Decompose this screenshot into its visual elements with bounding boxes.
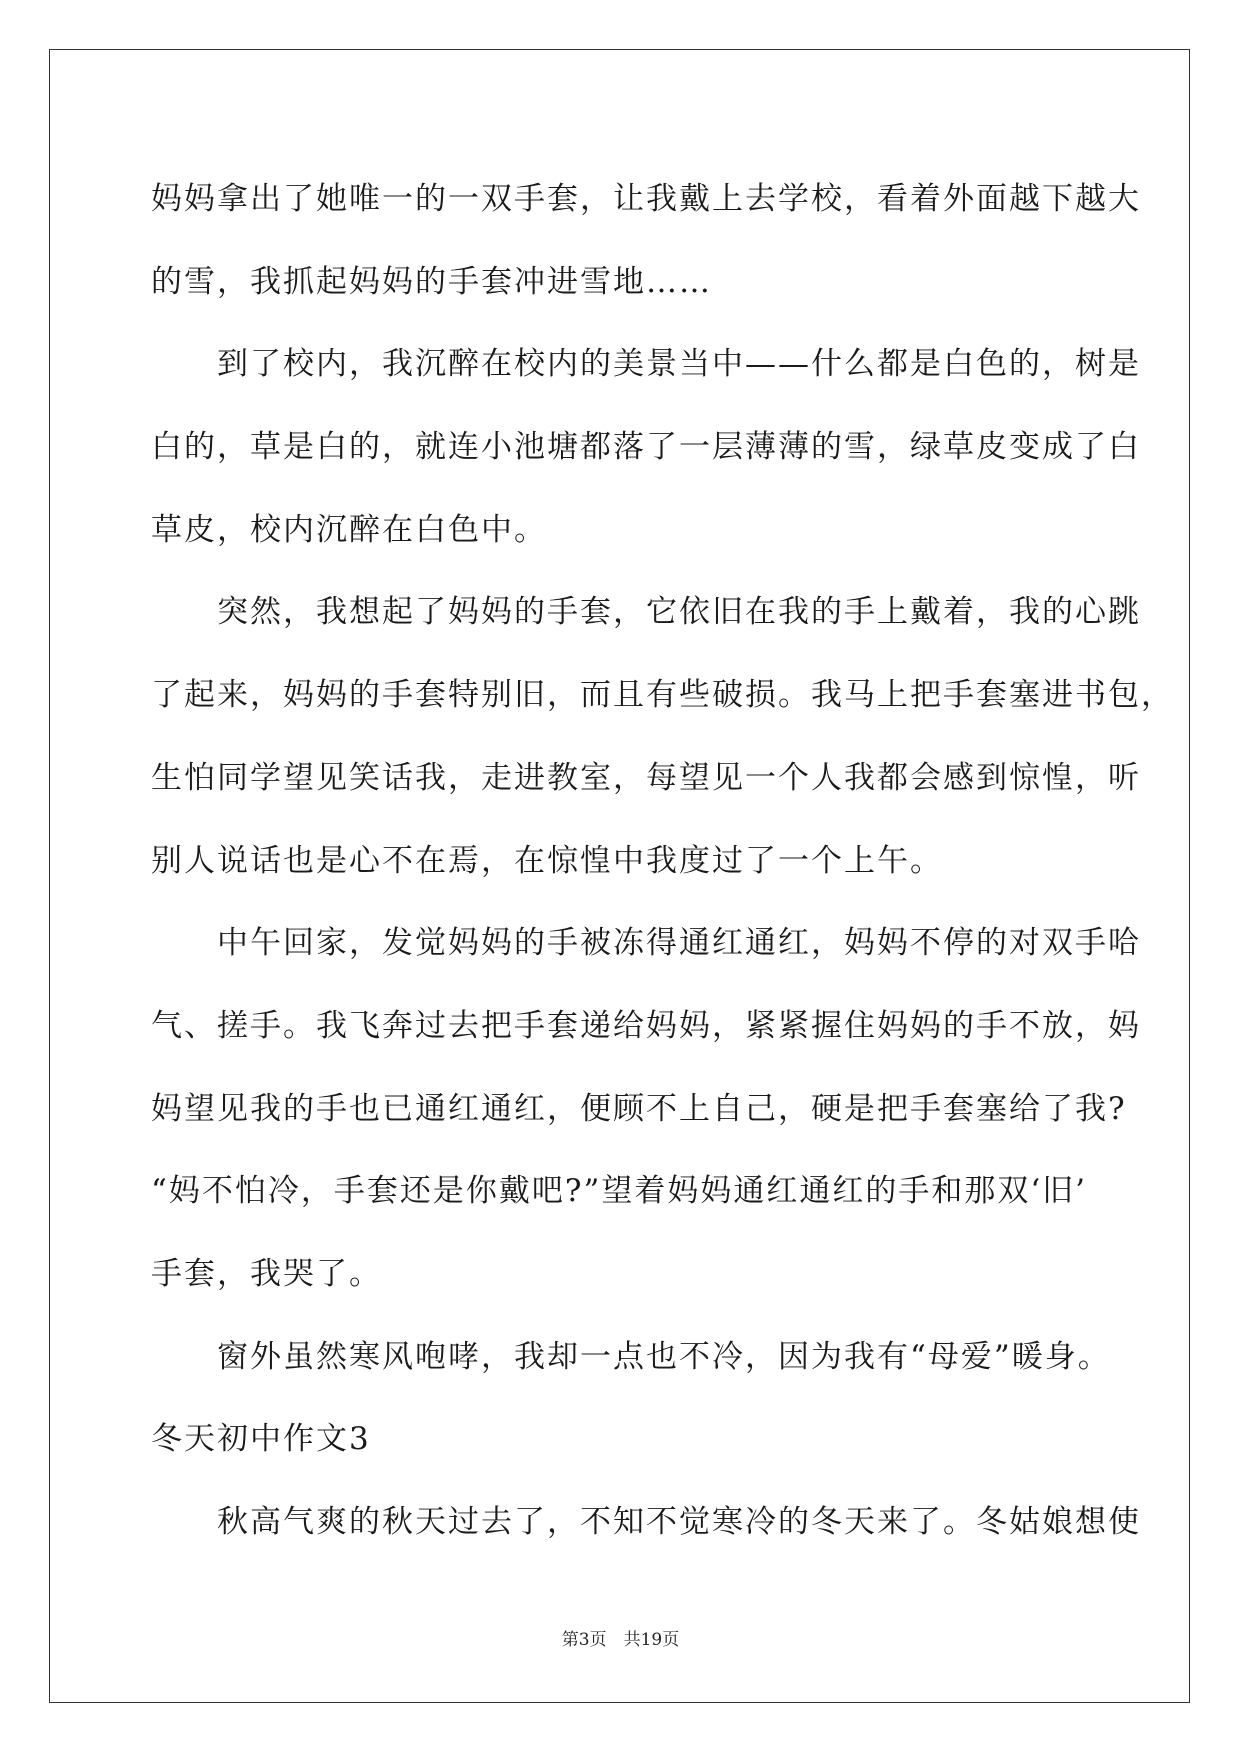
document-body [151, 158, 1174, 1564]
page-number-footer: 第3页 共19页 [561, 1630, 680, 1650]
text-line: 妈望见我的手也已通红通红，便顾不上自己，硬是把手套塞给了我? [151, 1090, 1127, 1127]
text-line: 手套，我哭了。 [151, 1255, 382, 1292]
text-line: 的雪，我抓起妈妈的手套冲进雪地…… [151, 263, 712, 300]
text-line: 突然，我想起了妈妈的手套，它依旧在我的手上戴着，我的心跳 [151, 594, 1141, 631]
text-line: “妈不怕冷，手套还是你戴吧?”望着妈妈通红通红的手和那双‘旧’ [151, 1173, 1088, 1210]
text-line: 窗外虽然寒风咆哮，我却一点也不冷，因为我有“母爱”暖身。 [151, 1338, 1111, 1375]
text-line: 到了校内，我沉醉在校内的美景当中——什么都是白色的，树是 [151, 346, 1141, 383]
text-line: 妈妈拿出了她唯一的一双手套，让我戴上去学校，看着外面越下越大 [151, 181, 1141, 217]
text-line: 别人说话也是心不在焉，在惊惶中我度过了一个上午。 [151, 842, 943, 879]
text-line: 秋高气爽的秋天过去了，不知不觉寒冷的冬天来了。冬姑娘想使 [151, 1504, 1141, 1540]
text-line: 了起来，妈妈的手套特别旧，而且有些破损。我马上把手套塞进书包， [151, 677, 1174, 714]
text-line: 中午回家，发觉妈妈的手被冻得通红通红，妈妈不停的对双手哈 [151, 925, 1141, 962]
text-line: 白的，草是白的，就连小池塘都落了一层薄薄的雪，绿草皮变成了白 [151, 429, 1141, 466]
text-line: 气、搓手。我飞奔过去把手套递给妈妈，紧紧握住妈妈的手不放，妈 [151, 1007, 1141, 1044]
text-line: 生怕同学望见笑话我，走进教室，每望见一个人我都会感到惊惶，听 [151, 759, 1141, 796]
text-line: 草皮，校内沉醉在白色中。 [151, 511, 547, 548]
section-heading: 冬天初中作文3 [151, 1421, 371, 1458]
